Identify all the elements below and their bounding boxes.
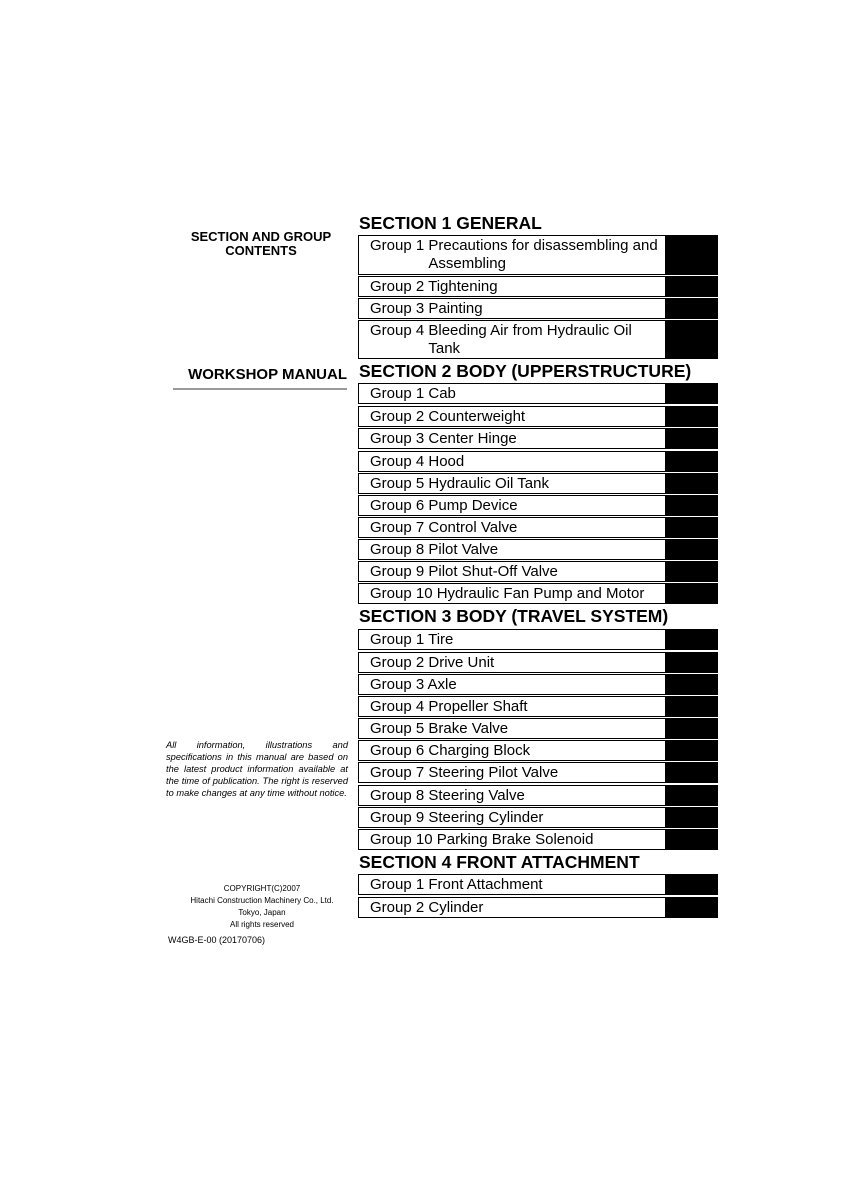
group-tab-marker xyxy=(666,829,718,850)
group-number: Group 1 xyxy=(370,630,429,648)
group-row[interactable] xyxy=(358,561,718,582)
section-title: SECTION 4 FRONT ATTACHMENT xyxy=(359,852,640,872)
rights-reserved: All rights reserved xyxy=(229,920,295,929)
group-number: Group 10 xyxy=(370,830,437,848)
group-number: Group 2 xyxy=(370,653,429,671)
group-row[interactable] xyxy=(358,674,718,695)
group-box[interactable] xyxy=(358,785,666,806)
group-box[interactable] xyxy=(358,583,666,604)
group-label: Hydraulic Oil Tank xyxy=(428,474,549,492)
group-label: Hydraulic Fan Pump and Motor xyxy=(436,584,645,602)
company-location: Tokyo, Japan xyxy=(238,908,286,917)
group-number: Group 4 xyxy=(370,452,429,470)
group-box[interactable] xyxy=(358,652,666,673)
company-name: Hitachi Construction Machinery Co., Ltd. xyxy=(190,896,334,905)
group-number: Group 2 xyxy=(370,407,429,425)
group-tab-marker xyxy=(666,874,718,895)
group-row[interactable] xyxy=(358,718,718,739)
group-tab-marker xyxy=(666,762,718,783)
group-row[interactable] xyxy=(358,629,718,650)
group-label: Pilot Valve xyxy=(428,540,499,558)
group-number: Group 3 xyxy=(370,299,429,317)
group-label: Propeller Shaft xyxy=(428,697,528,715)
group-box[interactable] xyxy=(358,473,666,494)
group-tab-marker xyxy=(666,583,718,604)
group-label: Precautions for disassembling and Assembling xyxy=(428,237,658,272)
group-tab-marker xyxy=(666,495,718,516)
section-title: SECTION 2 BODY (UPPERSTRUCTURE) xyxy=(359,361,692,381)
group-box[interactable] xyxy=(358,451,666,472)
group-tab-marker xyxy=(666,298,718,319)
group-number: Group 5 xyxy=(370,474,429,492)
group-row[interactable] xyxy=(358,495,718,516)
contents-heading-line2: CONTENTS xyxy=(225,243,297,258)
group-label: Hood xyxy=(428,452,465,470)
group-box[interactable] xyxy=(358,762,666,783)
group-box[interactable] xyxy=(358,495,666,516)
section-title: SECTION 1 GENERAL xyxy=(359,213,542,233)
group-label: Cylinder xyxy=(428,898,484,916)
group-label: Front Attachment xyxy=(428,875,543,893)
group-tab-marker xyxy=(666,629,718,650)
disclaimer-text: All information, illustrations and specifications in this manual are based on the latest product information available at the time of publication. The right is reserved to make changes at any time without notice. xyxy=(166,740,348,798)
group-label: Bleeding Air from Hydraulic Oil Tank xyxy=(428,322,632,357)
group-row[interactable] xyxy=(358,451,718,472)
group-label: Control Valve xyxy=(428,518,518,536)
group-row[interactable] xyxy=(358,539,718,560)
group-label: Pump Device xyxy=(428,496,518,514)
group-label: Tightening xyxy=(428,277,498,295)
group-row[interactable] xyxy=(358,829,718,850)
group-row[interactable] xyxy=(358,583,718,604)
group-label: Center Hinge xyxy=(428,429,517,447)
group-tab-marker xyxy=(666,276,718,297)
group-label: Cab xyxy=(428,384,456,402)
group-row[interactable] xyxy=(358,383,718,404)
group-number: Group 4 xyxy=(370,322,429,339)
group-tab-marker xyxy=(666,652,718,673)
group-label: Axle xyxy=(427,675,457,693)
group-label: Steering Cylinder xyxy=(428,808,544,826)
group-label: Painting xyxy=(428,299,483,317)
group-label: Counterweight xyxy=(428,407,526,425)
title-underline xyxy=(173,388,347,390)
group-number: Group 2 xyxy=(370,898,429,916)
group-label: Steering Pilot Valve xyxy=(428,763,559,781)
group-row[interactable] xyxy=(358,473,718,494)
group-row[interactable] xyxy=(358,874,718,895)
group-box[interactable] xyxy=(358,320,666,359)
group-tab-marker xyxy=(666,406,718,427)
group-tab-marker xyxy=(666,383,718,404)
group-tab-marker xyxy=(666,674,718,695)
group-box[interactable] xyxy=(358,428,666,449)
group-row[interactable] xyxy=(358,406,718,427)
group-number: Group 1 xyxy=(370,875,429,893)
group-tab-marker xyxy=(666,807,718,828)
group-label: Tire xyxy=(428,630,454,648)
group-box[interactable] xyxy=(358,874,666,895)
group-number: Group 5 xyxy=(370,719,429,737)
copyright-block xyxy=(176,883,348,931)
contents-heading-line1: SECTION AND GROUP xyxy=(190,229,332,244)
group-tab-marker xyxy=(666,785,718,806)
group-label: Pilot Shut-Off Valve xyxy=(428,562,558,580)
group-tab-marker xyxy=(666,897,718,918)
copyright-line: COPYRIGHT(C)2007 xyxy=(223,884,301,893)
group-row[interactable] xyxy=(358,276,718,297)
group-number: Group 2 xyxy=(370,277,429,295)
document-code: W4GB-E-00 (20170706) xyxy=(168,935,266,945)
group-number: Group 6 xyxy=(370,496,429,514)
group-tab-marker xyxy=(666,235,718,275)
group-number: Group 10 xyxy=(370,584,437,602)
group-label: Brake Valve xyxy=(428,719,509,737)
group-number: Group 4 xyxy=(370,697,429,715)
group-box[interactable] xyxy=(358,696,666,717)
group-label: Charging Block xyxy=(428,741,531,759)
group-row[interactable] xyxy=(358,762,718,783)
group-label: Drive Unit xyxy=(428,653,495,671)
group-tab-marker xyxy=(666,696,718,717)
group-number: Group 1 xyxy=(370,384,429,402)
group-tab-marker xyxy=(666,320,718,359)
group-box[interactable] xyxy=(358,383,666,404)
group-tab-marker xyxy=(666,428,718,449)
group-label: Steering Valve xyxy=(428,786,525,804)
group-number: Group 7 xyxy=(370,763,429,781)
group-row[interactable] xyxy=(358,897,718,918)
group-row[interactable] xyxy=(358,740,718,761)
group-box[interactable] xyxy=(358,298,666,319)
group-number: Group 6 xyxy=(370,741,429,759)
section-title: SECTION 3 BODY (TRAVEL SYSTEM) xyxy=(359,606,669,626)
group-tab-marker xyxy=(666,517,718,538)
group-box[interactable] xyxy=(358,740,666,761)
group-box[interactable] xyxy=(358,539,666,560)
group-label: Parking Brake Solenoid xyxy=(436,830,594,848)
group-box[interactable] xyxy=(358,897,666,918)
group-box[interactable] xyxy=(358,674,666,695)
group-tab-marker xyxy=(666,740,718,761)
group-tab-marker xyxy=(666,473,718,494)
group-box[interactable] xyxy=(358,561,666,582)
group-row[interactable] xyxy=(358,298,718,319)
group-row[interactable] xyxy=(358,696,718,717)
group-tab-marker xyxy=(666,561,718,582)
group-number: Group 9 xyxy=(370,562,429,580)
contents-heading xyxy=(170,230,352,258)
group-row[interactable] xyxy=(358,517,718,538)
group-row[interactable] xyxy=(358,320,718,359)
group-tab-marker xyxy=(666,451,718,472)
group-box[interactable] xyxy=(358,235,666,275)
group-box[interactable] xyxy=(358,276,666,297)
group-number: Group 9 xyxy=(370,808,429,826)
group-tab-marker xyxy=(666,718,718,739)
group-number: Group 8 xyxy=(370,786,429,804)
group-row[interactable] xyxy=(358,807,718,828)
group-tab-marker xyxy=(666,539,718,560)
group-row[interactable] xyxy=(358,235,718,275)
group-box[interactable] xyxy=(358,807,666,828)
group-row[interactable] xyxy=(358,428,718,449)
group-box[interactable] xyxy=(358,718,666,739)
group-box[interactable] xyxy=(358,629,666,650)
group-box[interactable] xyxy=(358,829,666,850)
group-row[interactable] xyxy=(358,652,718,673)
group-number: Group 1 xyxy=(370,237,429,254)
group-box[interactable] xyxy=(358,406,666,427)
group-number: Group 3 xyxy=(370,429,429,447)
group-number: Group 3 xyxy=(370,675,428,693)
manual-title: WORKSHOP MANUAL xyxy=(188,366,347,383)
group-row[interactable] xyxy=(358,785,718,806)
group-number: Group 7 xyxy=(370,518,429,536)
group-box[interactable] xyxy=(358,517,666,538)
group-number: Group 8 xyxy=(370,540,429,558)
